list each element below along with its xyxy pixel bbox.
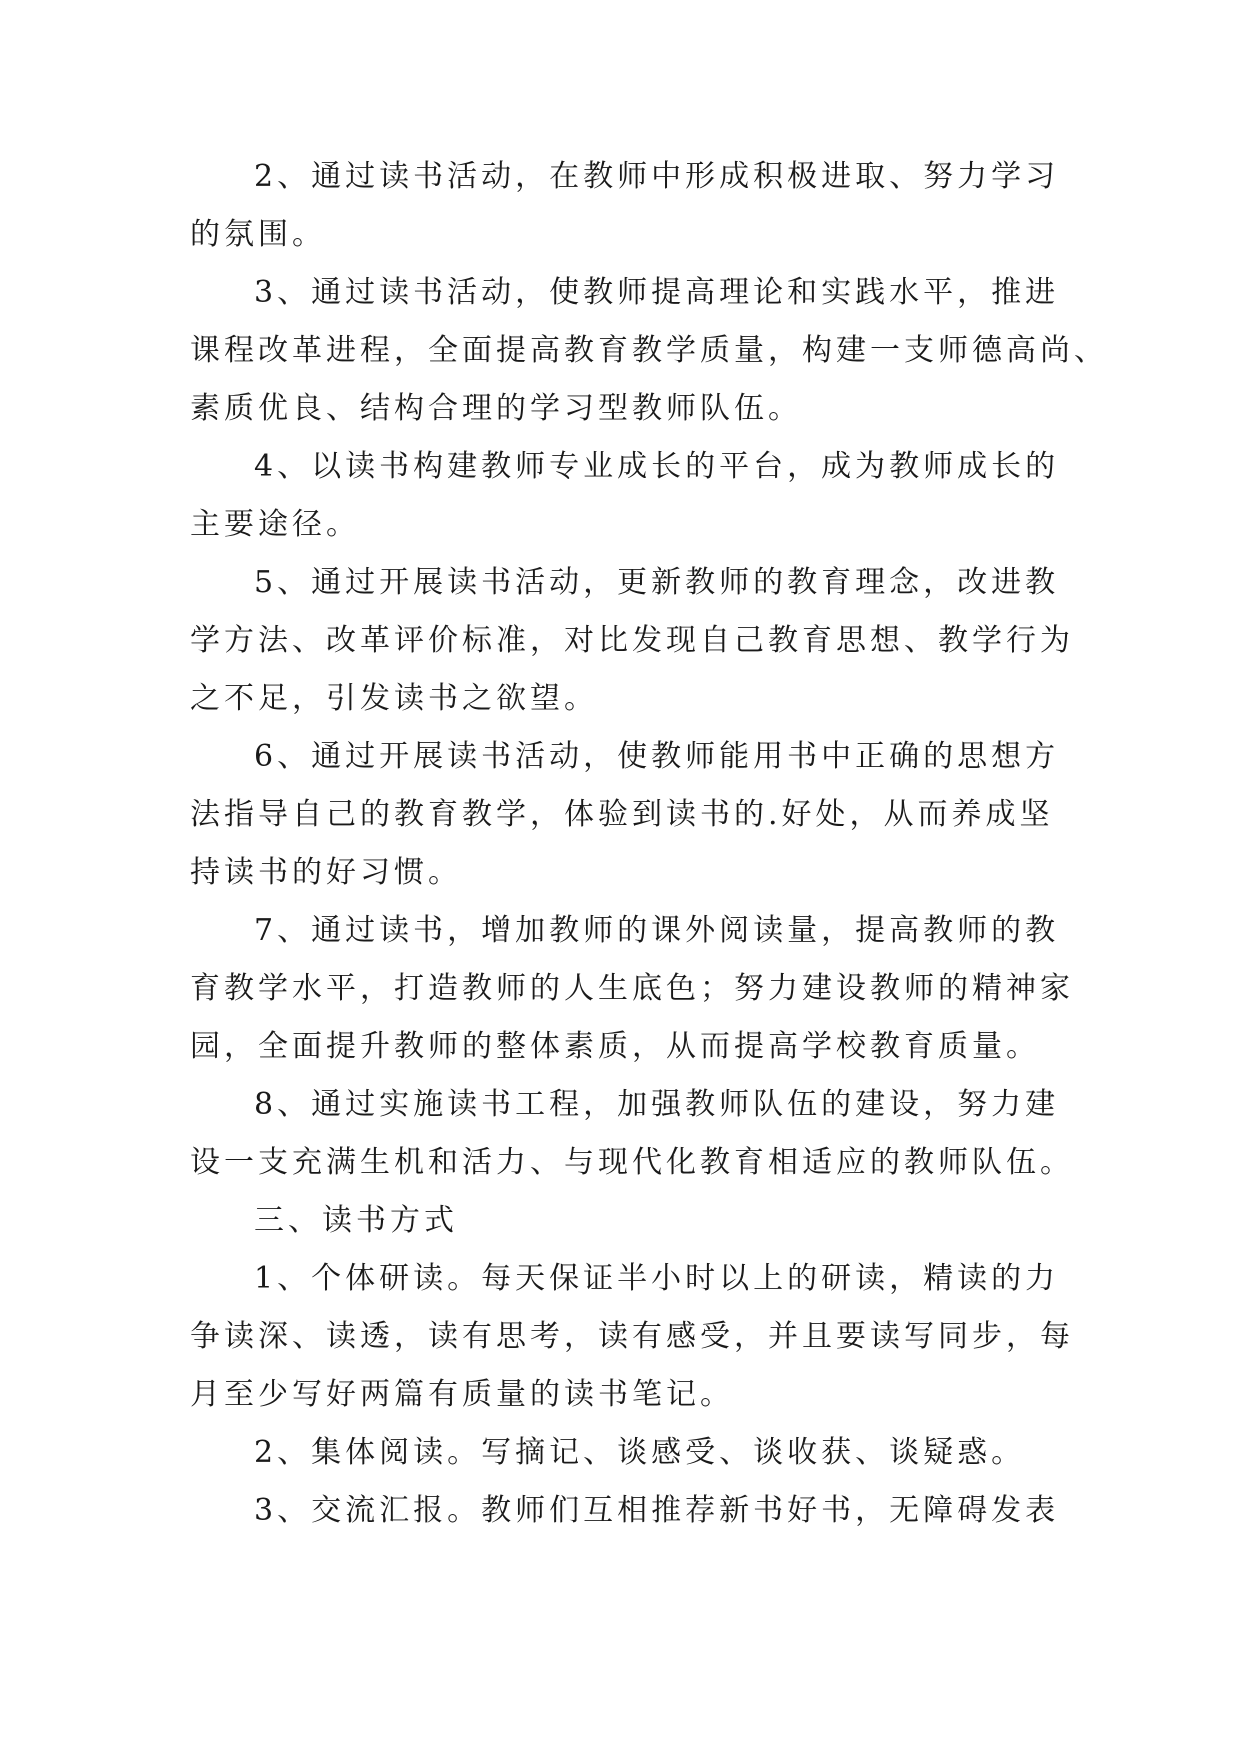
text-line: 法指导自己的教育教学，体验到读书的.好处，从而养成坚: [190, 797, 1054, 832]
text-line: 2、集体阅读。写摘记、谈感受、谈收获、谈疑惑。: [254, 1435, 1026, 1470]
text-line: 持读书的好习惯。: [190, 855, 462, 890]
text-line: 4、以读书构建教师专业成长的平台，成为教师成长的: [254, 449, 1060, 484]
text-line: 育教学水平，打造教师的人生底色；努力建设教师的精神家: [190, 971, 1074, 1006]
text-line: 主要途径。: [190, 507, 360, 542]
text-line: 6、通过开展读书活动，使教师能用书中正确的思想方: [254, 739, 1060, 774]
section-heading: 三、读书方式: [254, 1203, 458, 1238]
text-line: 1、个体研读。每天保证半小时以上的研读，精读的力: [254, 1261, 1060, 1296]
text-line: 课程改革进程，全面提高教育教学质量，构建一支师德高尚、: [190, 333, 1108, 368]
text-line: 月至少写好两篇有质量的读书笔记。: [190, 1377, 734, 1412]
text-line: 设一支充满生机和活力、与现代化教育相适应的教师队伍。: [190, 1145, 1074, 1180]
text-line: 素质优良、结构合理的学习型教师队伍。: [190, 391, 802, 426]
text-line: 5、通过开展读书活动，更新教师的教育理念，改进教: [254, 565, 1060, 600]
text-line: 2、通过读书活动，在教师中形成积极进取、努力学习: [254, 159, 1060, 194]
text-line: 7、通过读书，增加教师的课外阅读量，提高教师的教: [254, 913, 1060, 948]
text-line: 3、通过读书活动，使教师提高理论和实践水平，推进: [254, 275, 1060, 310]
text-line: 8、通过实施读书工程，加强教师队伍的建设，努力建: [254, 1087, 1060, 1122]
text-line: 学方法、改革评价标准，对比发现自己教育思想、教学行为: [190, 623, 1074, 658]
text-line: 之不足，引发读书之欲望。: [190, 681, 598, 716]
text-line: 争读深、读透，读有思考，读有感受，并且要读写同步，每: [190, 1319, 1074, 1354]
text-line: 园，全面提升教师的整体素质，从而提高学校教育质量。: [190, 1029, 1040, 1064]
text-line: 3、交流汇报。教师们互相推荐新书好书，无障碍发表: [254, 1493, 1060, 1528]
text-line: 的氛围。: [190, 217, 326, 252]
